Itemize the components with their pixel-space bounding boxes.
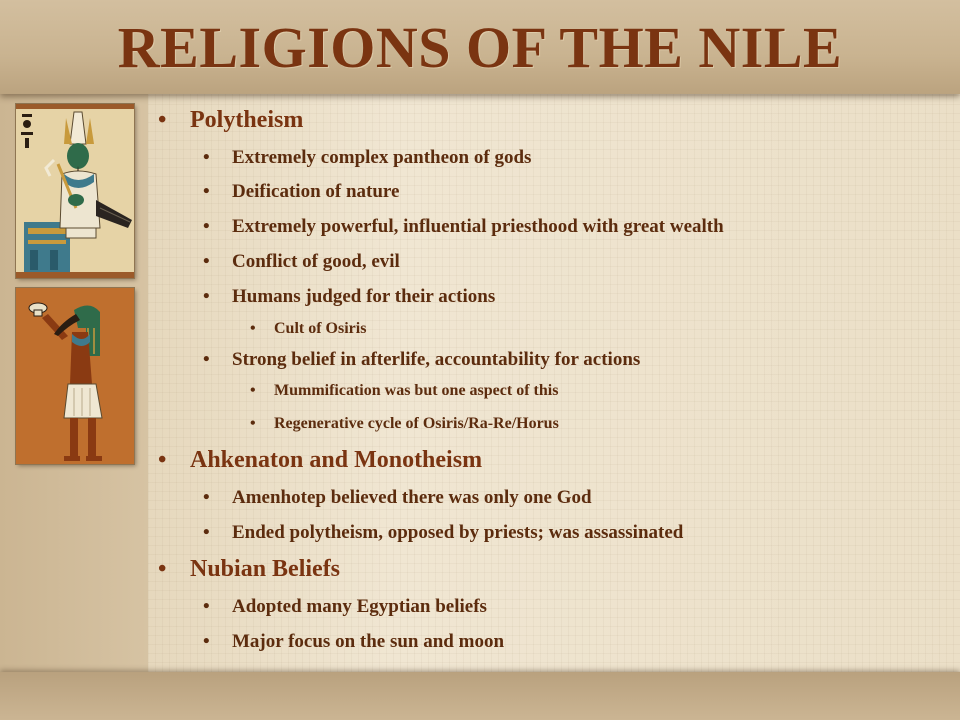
bullet-item: • Humans judged for their actions [156, 285, 946, 309]
thoth-image [16, 288, 134, 464]
bullet-subitem: • Cult of Osiris [156, 319, 946, 339]
bullet-item: • Extremely powerful, influential priesthood with great wealth [156, 215, 946, 239]
osiris-image [16, 104, 134, 278]
bullet-item: • Major focus on the sun and moon [156, 630, 946, 654]
bullet-item: • Extremely complex pantheon of gods [156, 146, 946, 170]
title-bar [0, 0, 960, 94]
bullet-subitem: • Regenerative cycle of Osiris/Ra-Re/Horus [156, 414, 946, 434]
bullet-heading: • Ahkenaton and Monotheism [156, 444, 946, 476]
bullet-item: • Conflict of good, evil [156, 250, 946, 274]
thoth-illustration [16, 288, 134, 464]
bullet-subitem: • Mummification was but one aspect of this [156, 381, 946, 401]
bullet-heading: • Nubian Beliefs [156, 553, 946, 585]
bullet-item: • Ended polytheism, opposed by priests; was assassinated [156, 521, 946, 545]
bullet-heading: • Polytheism [156, 104, 946, 136]
slide-title: RELIGIONS OF THE NILE [117, 15, 843, 80]
bullet-item: • Amenhotep believed there was only one God [156, 486, 946, 510]
osiris-illustration [16, 104, 134, 278]
footer-bar [0, 672, 960, 720]
bullet-item: • Adopted many Egyptian beliefs [156, 595, 946, 619]
bullet-item: • Deification of nature [156, 180, 946, 204]
bullet-item: • Strong belief in afterlife, accountability for actions [156, 348, 946, 372]
bullet-list [156, 102, 946, 654]
